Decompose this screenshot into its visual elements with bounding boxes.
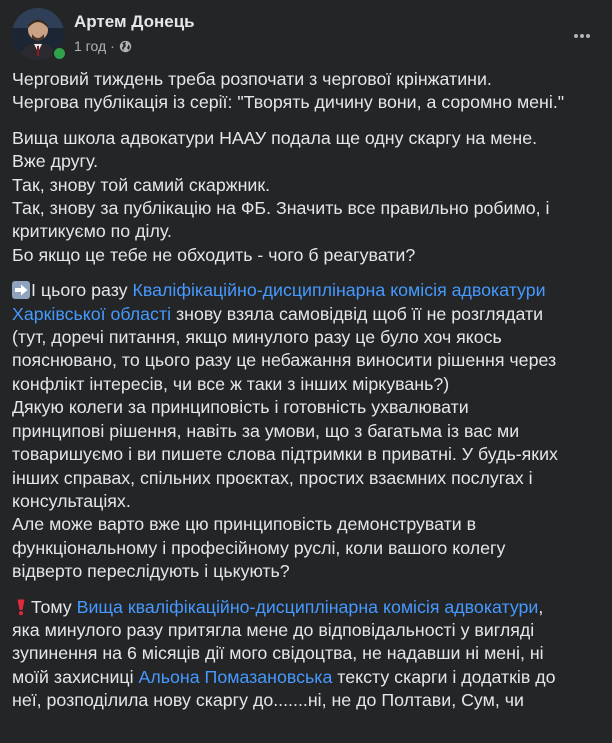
link-kdka-kharkiv-cont[interactable]: Харківської області [12, 303, 172, 324]
text-line: Так, знову той самий скаржник. [12, 174, 271, 195]
text-line: яка минулого разу притягла мене до відповідальності у вигляді [12, 619, 535, 640]
text-line: Черговий тиждень треба розпочати з чергової крінжатини. [12, 69, 492, 89]
link-vkdka[interactable]: Вища кваліфікаційно-дисциплінарна комісія адвокатури [76, 596, 539, 617]
text-line: пояснювано, то цього разу це небажання виносити рішення через [12, 350, 557, 371]
text-line: конфлікт інтересів, чи все ж таки з інших міркувань?) [12, 373, 450, 394]
link-kdka-kharkiv[interactable]: Кваліфікаційно-дисциплінарна комісія адвокатури [132, 280, 546, 301]
text-line: неї, розподілила нову скаргу до.......ні, не до Полтави, Сум, чи [12, 690, 524, 711]
text-line: Вже другу. [12, 151, 99, 172]
more-options-icon [572, 26, 592, 46]
text-fragment: знову взяла самовідвід щоб її не розглядати [171, 303, 544, 324]
post-header [12, 8, 600, 60]
text-line: інших справах, спільних проєктах, простих взаємних послугах і [12, 467, 533, 488]
online-status-dot [52, 46, 67, 61]
author-name[interactable]: Артем Донець [74, 12, 195, 31]
text-line [12, 279, 600, 302]
text-fragment: Тому [31, 596, 77, 617]
link-pomazanovska[interactable]: Альона Помазановська [138, 666, 333, 687]
text-line: товаришуємо і ви пишете слова підтримки в приватні. У будь-яких [12, 444, 558, 465]
more-options-button[interactable] [564, 18, 600, 54]
text-line: Бо якщо це тебе не обходить - чого б реагувати? [12, 244, 416, 265]
post-text [12, 68, 600, 725]
globe-icon[interactable] [119, 40, 132, 53]
text-line [12, 666, 600, 689]
text-line: принципові рішення, навіть за умови, що з багатьма із вас ми [12, 420, 520, 441]
text-line: функціональному і професійному руслі, коли вашого колегу [12, 537, 506, 558]
text-line: Так, знову за публікацію на ФБ. Значить все правильно робимо, і [12, 198, 550, 219]
text-line: відверто переслідують і цькують? [12, 561, 290, 582]
paragraph-intro [12, 68, 600, 115]
paragraph-complaint [12, 127, 600, 267]
text-line: Вища школа адвокатури НААУ подала ще одну скаргу на мене. [12, 127, 538, 148]
exclamation-mark-icon [12, 598, 30, 616]
text-line: зупинення на 6 місяців дії мого свідоцтва, не надавши ні мені, ні [12, 643, 544, 664]
text-line: критикуємо по ділу. [12, 221, 172, 242]
paragraph-vkdka [12, 596, 600, 713]
text-fragment: , [538, 596, 544, 617]
text-line: (тут, доречі питання, якщо минулого разу це було хоч якось [12, 327, 502, 348]
text-fragment: тексту скарги і додатків до [332, 666, 556, 687]
paragraph-commission [12, 279, 600, 583]
post-time[interactable]: 1 год [74, 38, 107, 54]
text-line [12, 596, 600, 619]
text-line: Чергова публікація із серії: "Творять дичину вони, а соромно мені." [12, 92, 565, 113]
text-line: Дякую колеги за принциповість і готовність ухвалювати [12, 397, 469, 418]
text-line [12, 303, 600, 326]
right-arrow-emoji-icon [12, 281, 30, 299]
text-fragment: І цього разу [31, 280, 133, 301]
text-fragment: моїй захисниці [12, 666, 139, 687]
meta-separator: · [110, 38, 115, 54]
text-line: консультаціях. [12, 490, 131, 511]
text-line: Але може варто вже цю принциповість демонструвати в [12, 514, 477, 535]
post-meta [74, 38, 132, 54]
